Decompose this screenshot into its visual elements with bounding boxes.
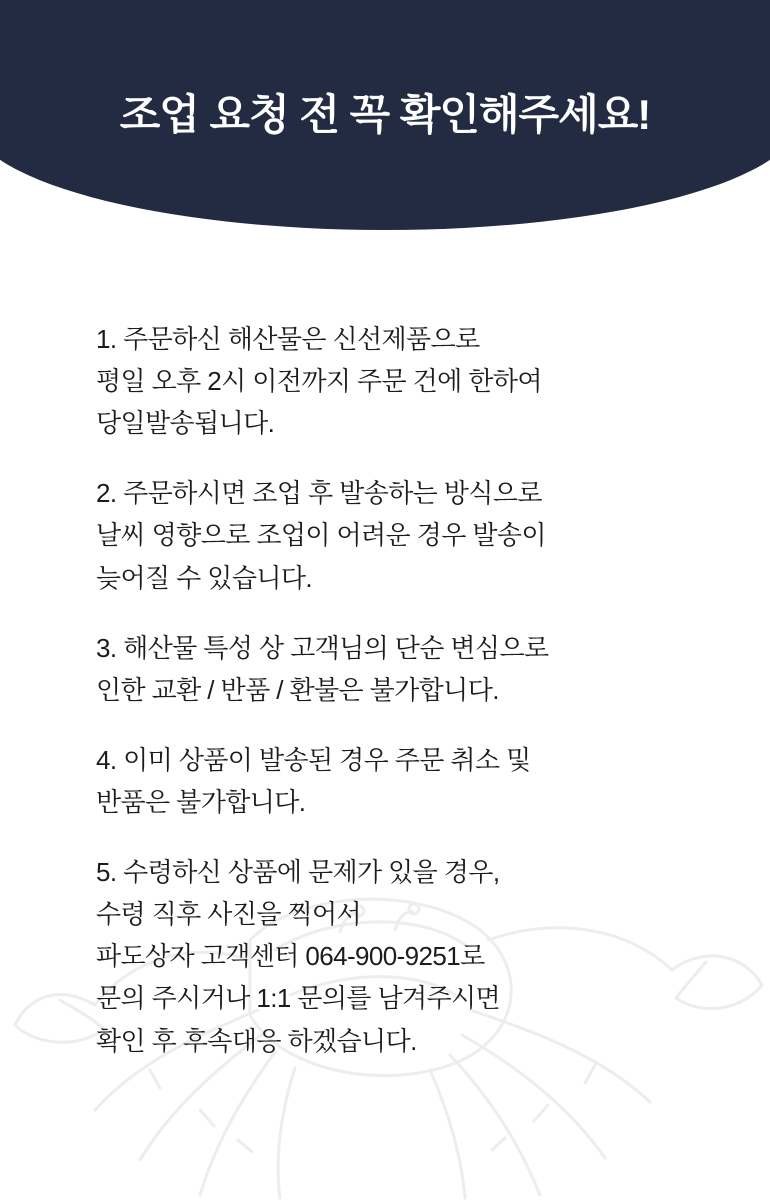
notice-line: 5. 수령하신 상품에 문제가 있을 경우, bbox=[96, 857, 500, 888]
notice-line: 확인 후 후속대응 하겠습니다. bbox=[96, 1025, 417, 1056]
notice-item-5 bbox=[96, 851, 696, 1062]
notice-line: 날씨 영향으로 조업이 어려운 경우 발송이 bbox=[96, 520, 546, 551]
notice-line: 2. 주문하시면 조업 후 발송하는 방식으로 bbox=[96, 478, 542, 509]
notice-item-4 bbox=[96, 739, 696, 823]
notice-item-2 bbox=[96, 472, 696, 598]
notice-line: 1. 주문하신 해산물은 신선제품으로 bbox=[96, 324, 480, 354]
notice-item-1 bbox=[96, 318, 696, 444]
notice-item-3 bbox=[96, 627, 696, 711]
notice-line: 3. 해산물 특성 상 고객님의 단순 변심으로 bbox=[96, 632, 549, 663]
page-title: 조업 요청 전 꼭 확인해주세요! bbox=[119, 91, 651, 138]
notice-line: 문의 주시거나 1:1 문의를 남겨주시면 bbox=[96, 983, 501, 1014]
notice-list bbox=[96, 318, 696, 1062]
notice-line: 늦어질 수 있습니다. bbox=[96, 562, 312, 593]
notice-line: 평일 오후 2시 이전까지 주문 건에 한하여 bbox=[96, 366, 542, 397]
notice-line: 파도상자 고객센터 064-900-9251로 bbox=[96, 941, 485, 972]
notice-line: 반품은 불가합니다. bbox=[96, 786, 306, 817]
notice-line: 수령 직후 사진을 찍어서 bbox=[96, 899, 362, 930]
notice-line: 4. 이미 상품이 발송된 경우 주문 취소 및 bbox=[96, 744, 531, 775]
notice-line: 인한 교환 / 반품 / 환불은 불가합니다. bbox=[96, 674, 499, 705]
notice-line: 당일발송됩니다. bbox=[96, 408, 275, 439]
